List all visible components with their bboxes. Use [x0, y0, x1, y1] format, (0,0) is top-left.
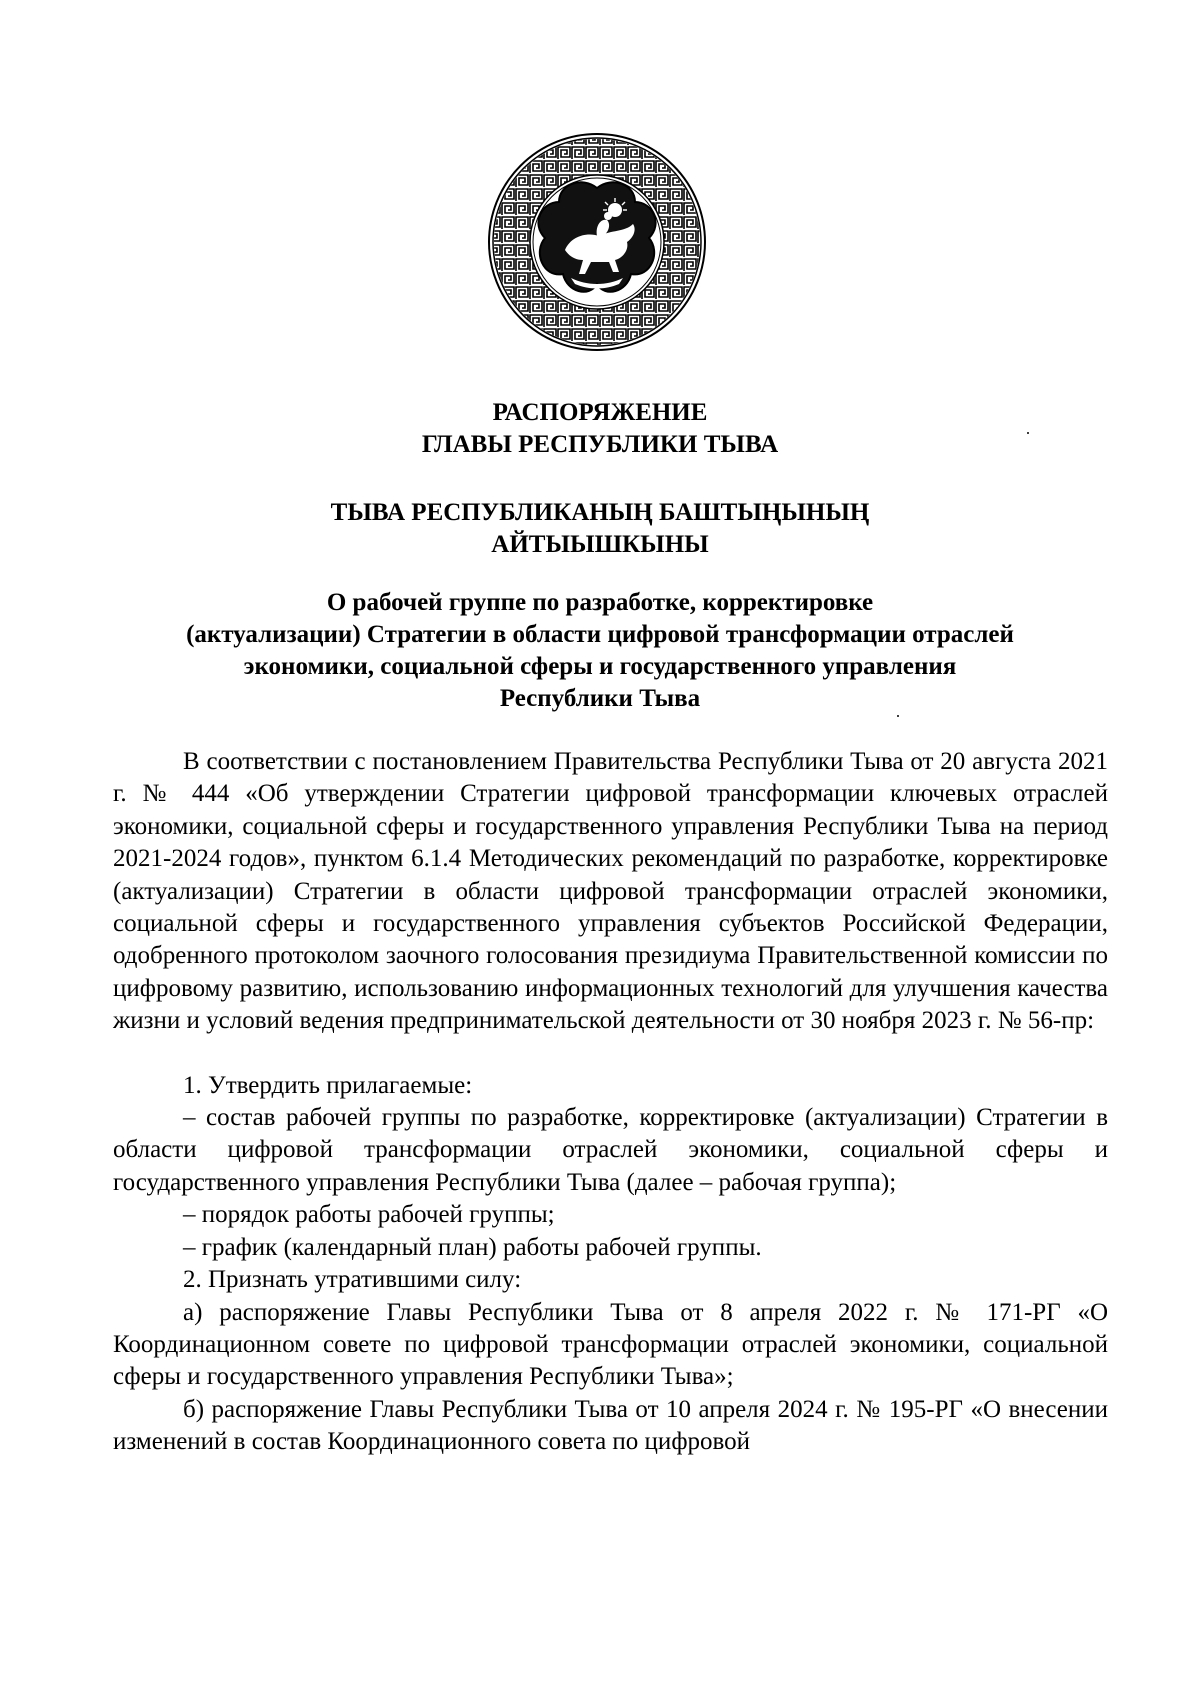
heading-line: АЙТЫЫШКЫНЫ	[491, 531, 709, 558]
clause-1: 1. Утвердить прилагаемые:	[183, 1071, 473, 1099]
tuva-coat-of-arms-emblem	[487, 132, 707, 352]
subject-line: экономики, социальной сферы и государственного управления	[243, 653, 957, 680]
document-type-heading	[110, 397, 1090, 461]
clause-2-subitem: а) распоряжение Главы Республики Тыва от 8 апреля 2022 г. № 171-РГ «О Координационном совете по цифровой трансформации отраслей экономики, социальной сферы и государственного управления Республики Тыва»;	[113, 1298, 1108, 1391]
subject-line: Республики Тыва	[499, 685, 701, 712]
clause-1-item: – состав рабочей группы по разработке, корректировке (актуализации) Стратегии в области цифровой трансформации отраслей экономики, социальной сферы и государственного управления Республики Тыва (далее – рабочая группа);	[113, 1104, 1108, 1196]
document-body	[113, 746, 1108, 1459]
scan-speck	[1027, 432, 1029, 434]
preamble-paragraph: В соответствии с постановлением Правительства Республики Тыва от 20 августа 2021 г. № 444 «Об утверждении Стратегии цифровой трансформации ключевых отраслей экономики, социальной сферы и государственного управления Республики Тыва на период 2021-2024 годов», пунктом 6.1.4 Методических рекомендаций по разработке, корректировке (актуализации) Стратегии в области цифровой трансформации отраслей экономики, социальной сферы и государственного управления субъектов Российской Федерации, одобренного протоколом заочного голосования президиума Правительственной комиссии по цифровому развитию, использованию информационных технологий для улучшения качества жизни и условий ведения предпринимательской деятельности от 30 ноября 2023 г. № 56-пр:	[113, 748, 1108, 1035]
clause-2: 2. Признать утратившими силу:	[183, 1266, 522, 1294]
clause-1-item: – порядок работы рабочей группы;	[183, 1201, 555, 1229]
scan-speck	[897, 715, 899, 717]
clause-2-subitem: б) распоряжение Главы Республики Тыва от 10 апреля 2024 г. № 195-РГ «О внесении изменений в состав Координационного совета по цифровой	[113, 1395, 1108, 1456]
heading-line: ГЛАВЫ РЕСПУБЛИКИ ТЫВА	[421, 431, 779, 458]
tuvan-heading	[110, 497, 1090, 561]
heading-line: ТЫВА РЕСПУБЛИКАНЫҢ БАШТЫҢЫНЫҢ	[330, 499, 870, 526]
subject-line: (актуализации) Стратегии в области цифровой трансформации отраслей	[186, 621, 1014, 648]
document-subject-title	[110, 587, 1090, 715]
heading-line: РАСПОРЯЖЕНИЕ	[492, 399, 708, 426]
clause-1-item: – график (календарный план) работы рабочей группы.	[183, 1233, 762, 1261]
subject-line: О рабочей группе по разработке, корректировке	[326, 589, 874, 616]
